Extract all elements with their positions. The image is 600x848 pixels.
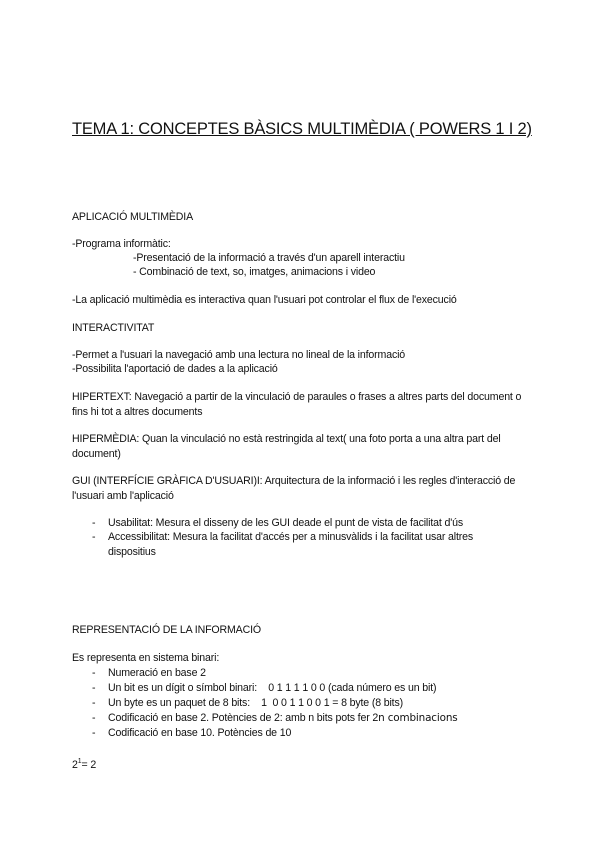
codificacio-base-2-text: Codificació en base 2. Potències de 2: amb n bits pots fer 2 xyxy=(108,712,379,724)
bullet-dash: - xyxy=(92,517,96,529)
interactivitat-line-1: -Permet a l'usuari la navegació amb una lectura no lineal de la informació xyxy=(72,349,406,361)
bullet-accessibilitat: Accessibilitat: Mesura la facilitat d'accés per a minusvàlids i la facilitat usar altres dispositius xyxy=(108,531,474,558)
bullet-dash: - xyxy=(92,712,96,724)
bullet-bit: Un bit es un dígit o símbol binari: 0 1 1 1 1 0 0 (cada número es un bit) xyxy=(108,682,437,694)
programa-informatic-line: -Programa informàtic: xyxy=(72,238,171,250)
gui-paragraph: GUI (INTERFÍCIE GRÀFICA D'USUARI)I: Arquitectura de la informació i les regles d'interacció de l'usuari amb l'aplicació xyxy=(72,475,516,502)
bullet-dash: - xyxy=(92,667,96,679)
power-base: 2 xyxy=(72,759,78,771)
interactive-definition: -La aplicació multimèdia es interactiva quan l'usuari pot controlar el flux de l'execució xyxy=(72,294,457,306)
bullet-numeracio: Numeració en base 2 xyxy=(108,667,206,679)
combinacions-text: n combinacions xyxy=(378,712,458,724)
power-exponent: 1 xyxy=(77,758,82,765)
document-title: TEMA 1: CONCEPTES BÀSICS MULTIMÈDIA ( POWERS 1 I 2) xyxy=(72,120,532,138)
interactivitat-line-2: -Possibilita l'aportació de dades a la aplicació xyxy=(72,363,278,375)
bullet-dash: - xyxy=(92,531,96,543)
heading-interactivitat: INTERACTIVITAT xyxy=(72,322,155,334)
sub-item-presentacio: -Presentació de la informació a través d'un aparell interactiu xyxy=(133,252,405,264)
power-formula xyxy=(72,754,532,773)
bullet-codificacio-base-10: Codificació en base 10. Potències de 10 xyxy=(108,727,292,739)
sub-item-combinacio: - Combinació de text, so, imatges, animacions i video xyxy=(133,266,376,278)
power-result: = 2 xyxy=(81,759,97,771)
bullet-codificacio-base-2 xyxy=(108,711,548,726)
heading-representacio: REPRESENTACIÓ DE LA INFORMACIÓ xyxy=(72,624,261,636)
bullet-dash: - xyxy=(92,727,96,739)
bullet-usabilitat: Usabilitat: Mesura el disseny de les GUI deade el punt de vista de facilitat d'ús xyxy=(108,517,463,529)
bullet-dash: - xyxy=(92,697,96,709)
binary-intro: Es representa en sistema binari: xyxy=(72,652,220,664)
hipertext-paragraph: HIPERTEXT: Navegació a partir de la vinculació de paraules o frases a altres parts del document o fins hi tot a altres documents xyxy=(72,391,522,418)
hipermedia-paragraph: HIPERMÈDIA: Quan la vinculació no està restringida al text( una foto porta a una altra part del document) xyxy=(72,433,501,460)
bullet-byte: Un byte es un paquet de 8 bits: 1 0 0 1 1 0 0 1 = 8 byte (8 bits) xyxy=(108,697,404,709)
bullet-dash: - xyxy=(92,682,96,694)
heading-aplicacio-multimedia: APLICACIÓ MULTIMÈDIA xyxy=(72,211,194,223)
